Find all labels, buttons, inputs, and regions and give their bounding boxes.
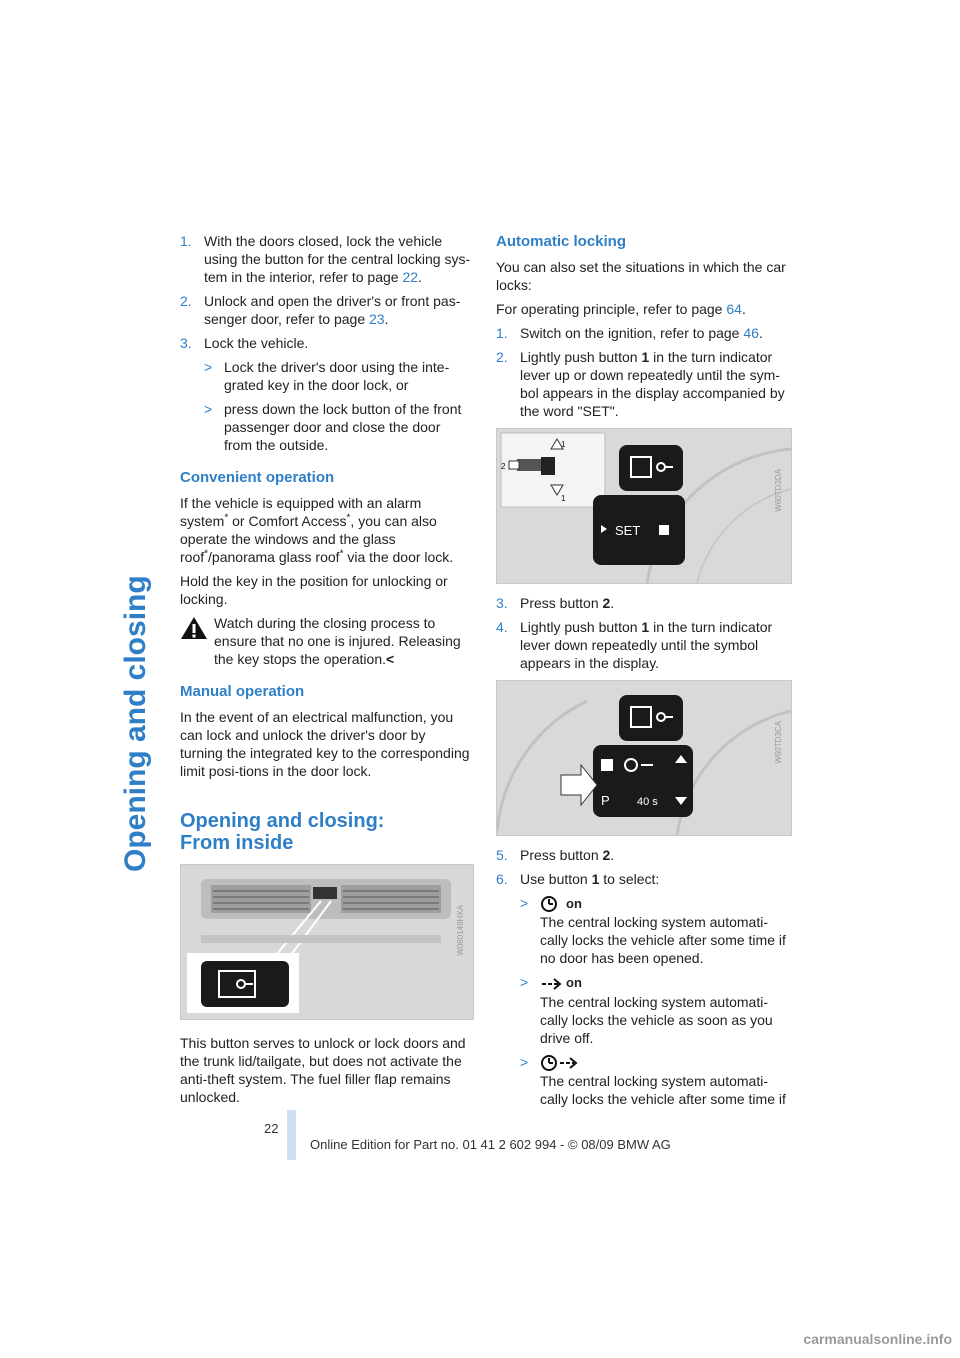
manual-operation-heading: Manual operation xyxy=(180,683,305,700)
auto-step-1 xyxy=(496,324,792,342)
asterisk: * xyxy=(346,512,351,524)
label-1-top: 1 xyxy=(561,440,566,449)
step-text: in the turn indicator lever down repeatedly until the symbol appears in the display. xyxy=(520,619,773,671)
text: via the door lock. xyxy=(343,549,454,565)
auto-paragraph-1: You can also set the situations in which the car locks: xyxy=(496,259,786,293)
page-number: 22 xyxy=(264,1121,279,1136)
step-3 xyxy=(180,334,472,454)
bullet-text: press down the lock button of the front passenger door and close the door from the outside. xyxy=(224,401,462,453)
text: For operating principle, refer to page xyxy=(496,301,727,317)
punct: . xyxy=(758,325,763,341)
text: or Comfort Access xyxy=(228,513,347,529)
step-text: Lightly push button xyxy=(520,349,642,365)
button-ref: 1 xyxy=(641,349,650,365)
step-number: 3. xyxy=(496,595,508,611)
bullet-text: Lock the driver's door using the inte-grated key in the door lock, or xyxy=(224,359,450,393)
bullet-item xyxy=(204,400,472,454)
page-link[interactable]: 22 xyxy=(402,269,419,285)
inside-paragraph: This button serves to unlock or lock doors and the trunk lid/tailgate, but does not activate the anti-theft system. The fuel filler flap remains unlocked. xyxy=(180,1035,466,1105)
auto-lock-display-figure xyxy=(496,680,792,836)
page-link[interactable]: 64 xyxy=(726,301,742,317)
watermark: carmanualsonline.info xyxy=(803,1331,952,1347)
cluster-autolock-illustration xyxy=(497,681,791,835)
warning-text: Watch during the closing process to ensure that no one is injured. Releasing the key stops the operation. xyxy=(214,615,461,667)
convenient-paragraph xyxy=(180,494,472,566)
section-title-line2: From inside xyxy=(180,832,294,854)
step-text: in the turn indicator lever up or down repeatedly until the sym-bol appears in the display accompanied by the word "SET". xyxy=(520,349,785,419)
end-marker: < xyxy=(386,651,395,667)
step-text: Switch on the ignition, refer to page xyxy=(520,325,744,341)
side-chapter-title xyxy=(116,232,156,872)
asterisk: * xyxy=(224,512,229,524)
punct: . xyxy=(610,595,615,611)
label-2: 2 xyxy=(501,462,506,471)
figure-code: W60TD3CA xyxy=(774,721,783,764)
bullet-item xyxy=(204,358,472,394)
punct: . xyxy=(384,311,389,327)
step-number: 5. xyxy=(496,847,508,863)
side-chapter-title-text: Opening and closing xyxy=(119,575,152,872)
auto-step-6 xyxy=(496,870,792,1108)
step-text: Unlock and open the driver's or front pas-senger door, refer to page xyxy=(204,293,461,327)
page-link[interactable]: 46 xyxy=(743,325,759,341)
figure-code: W060148HXA xyxy=(456,905,465,956)
step-number: 3. xyxy=(180,335,192,351)
auto-step-4 xyxy=(496,618,792,672)
on-label: on xyxy=(566,975,582,991)
step-text: Press button xyxy=(520,847,603,863)
button-ref: 1 xyxy=(591,871,600,887)
figure-code: W60TD3DA xyxy=(774,469,783,512)
asterisk: * xyxy=(204,548,209,560)
text: /panorama glass roof xyxy=(208,549,340,565)
warning-triangle-icon xyxy=(180,616,208,640)
manual-paragraph: In the event of an electrical malfunction, you can lock and unlock the driver's door by turning the integrated key to the corresponding limit posi-tions in the door lock. xyxy=(180,709,470,779)
punct: . xyxy=(610,847,615,863)
convenient-operation-heading: Convenient operation xyxy=(180,469,335,486)
bullet-marker: > xyxy=(520,1053,529,1070)
step-2 xyxy=(180,292,472,328)
option-text: The central locking system automati-cally locks the vehicle as soon as you drive off. xyxy=(540,993,773,1046)
section-title-line1: Opening and closing: xyxy=(180,810,385,832)
button-ref: 2 xyxy=(602,595,611,611)
step-number: 1. xyxy=(496,325,508,341)
time-label: 40 s xyxy=(637,796,658,808)
right-column xyxy=(496,232,792,1114)
step-text: Lightly push button xyxy=(520,619,642,635)
section-title xyxy=(180,810,472,854)
page-link[interactable]: 23 xyxy=(369,311,385,327)
auto-step-3 xyxy=(496,594,792,612)
warning-note xyxy=(180,614,472,668)
option-item xyxy=(520,1053,792,1108)
auto-paragraph-2 xyxy=(496,300,792,318)
convenient-paragraph-2: Hold the key in the position for unlocking or locking. xyxy=(180,573,448,607)
cluster-set-illustration xyxy=(497,429,791,583)
step-number: 6. xyxy=(496,871,508,887)
auto-step-5 xyxy=(496,846,792,864)
step-1 xyxy=(180,232,472,286)
option-item xyxy=(520,894,792,967)
step-text: Lock the vehicle. xyxy=(204,335,309,351)
label-1-bottom: 1 xyxy=(561,494,566,503)
option-text: The central locking system automati-cally locks the vehicle after some time if no door has been opened. xyxy=(540,914,786,967)
punct: . xyxy=(741,301,746,317)
step-text: Press button xyxy=(520,595,603,611)
step-text: to select: xyxy=(599,871,660,887)
step-text: Use button xyxy=(520,871,592,887)
step-text: With the doors closed, lock the vehicle using the button for the central locking sys-tem in the interior, refer to page xyxy=(204,233,471,285)
on-label: on xyxy=(566,896,582,911)
button-ref: 1 xyxy=(641,619,650,635)
option-text: The central locking system automati-cally locks the vehicle after some time if xyxy=(540,1072,786,1107)
asterisk: * xyxy=(339,548,344,560)
step-number: 2. xyxy=(180,293,192,309)
bullet-marker: > xyxy=(520,895,529,911)
step-number: 2. xyxy=(496,349,508,365)
clock-arrow-icon xyxy=(540,1054,580,1072)
auto-step-2 xyxy=(496,348,792,420)
step-number: 1. xyxy=(180,233,192,249)
clock-icon xyxy=(540,895,564,913)
punct: . xyxy=(418,269,422,285)
bullet-marker: > xyxy=(204,359,213,375)
button-ref: 2 xyxy=(602,847,611,863)
bullet-marker: > xyxy=(204,401,213,417)
dashboard-vent-illustration xyxy=(181,865,473,1019)
set-label: SET xyxy=(615,523,641,538)
left-column xyxy=(180,232,472,1112)
text: , you can also operate the windows and the glass roof xyxy=(180,513,437,565)
step-number: 4. xyxy=(496,619,508,635)
set-display-figure xyxy=(496,428,792,584)
drive-arrow-icon xyxy=(540,975,564,993)
footer-bar xyxy=(287,1110,296,1160)
bullet-marker: > xyxy=(520,974,529,991)
option-item xyxy=(520,973,792,1046)
text: If the vehicle is equipped with an alarm system xyxy=(180,495,422,529)
footer-edition-text: Online Edition for Part no. 01 41 2 602 994 - © 08/09 BMW AG xyxy=(310,1137,671,1152)
p-label: P xyxy=(601,793,610,808)
automatic-locking-heading: Automatic locking xyxy=(496,233,627,250)
interior-lock-button-figure xyxy=(180,864,474,1020)
